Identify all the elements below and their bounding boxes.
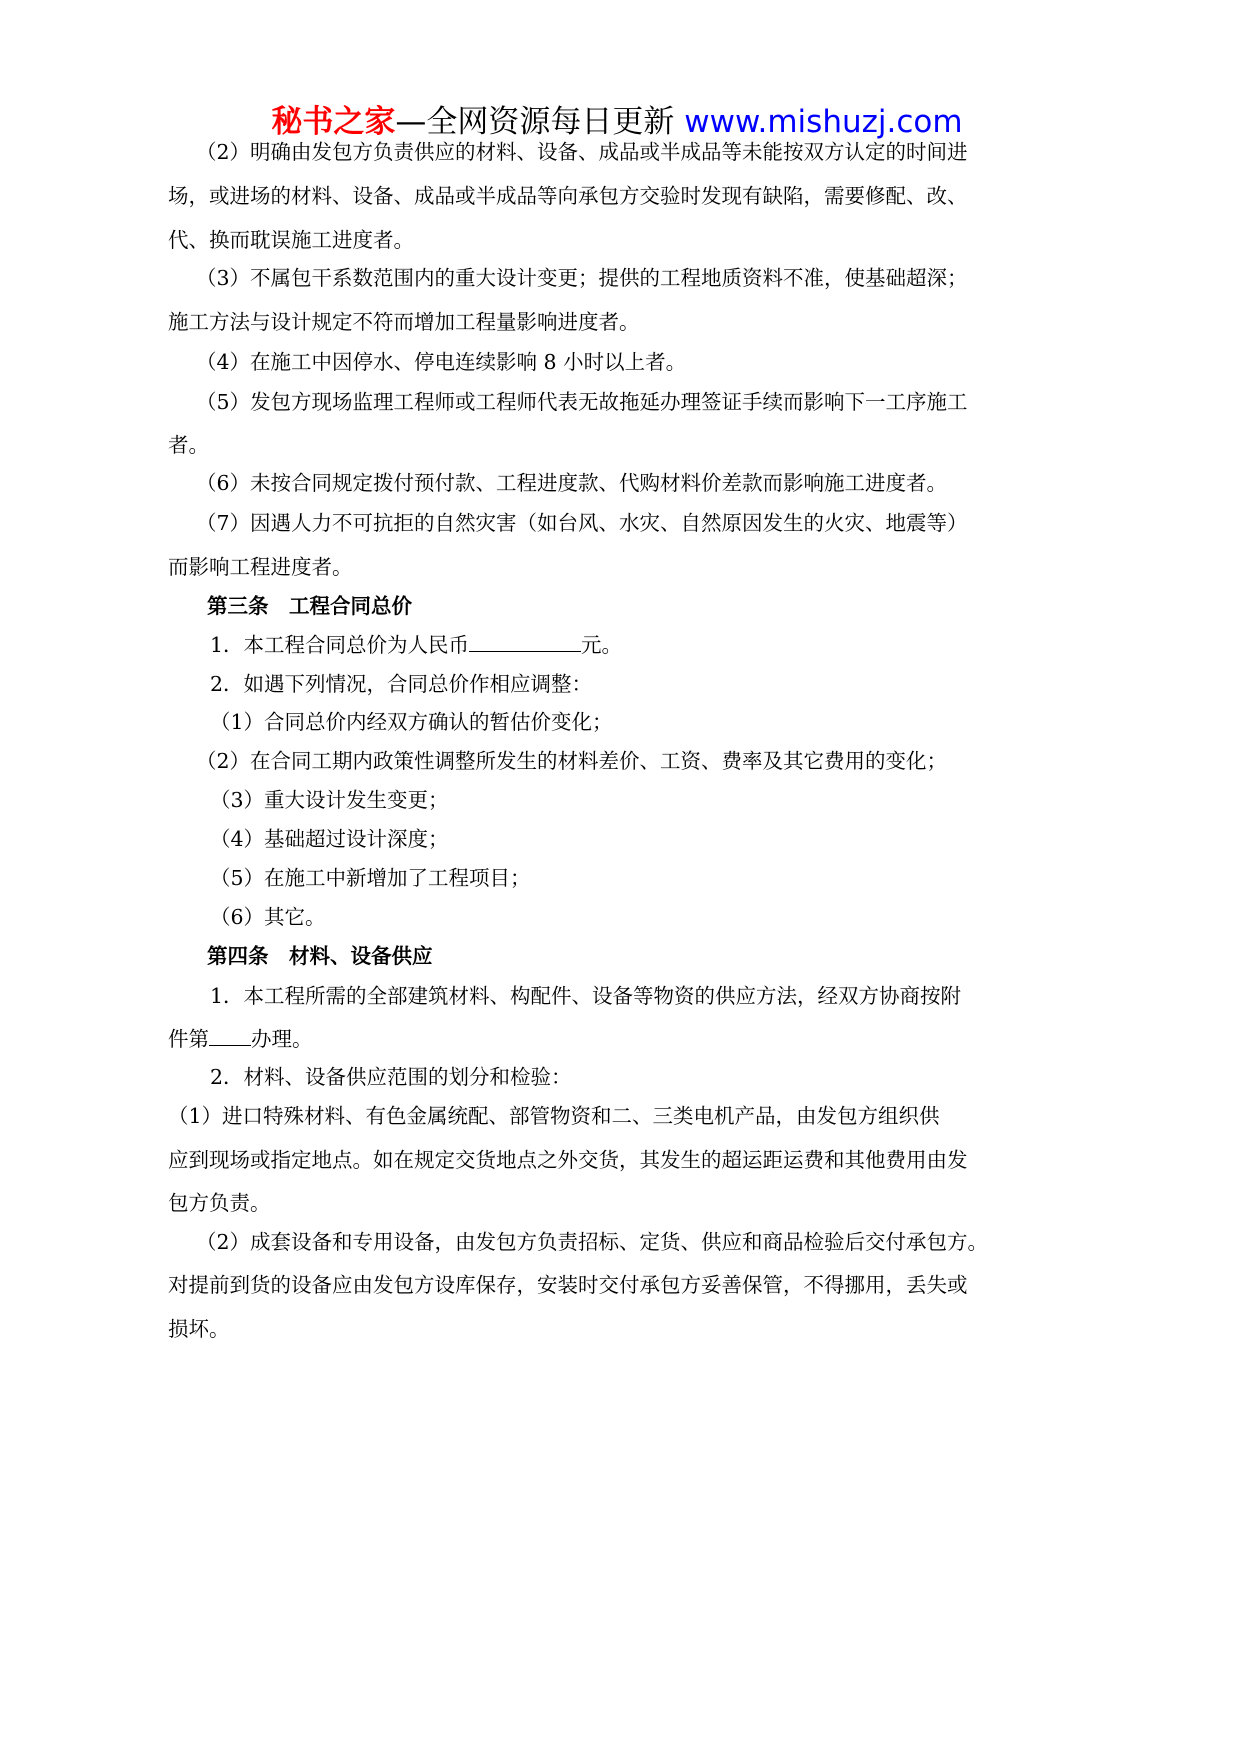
- paragraph-line: （2）成套设备和专用设备，由发包方负责招标、定货、供应和商品检验后交付承包方。: [196, 1230, 989, 1254]
- contract-price-blank[interactable]: [469, 631, 581, 652]
- paragraph-line: 者。: [168, 433, 209, 457]
- paragraph-line: [210, 631, 622, 659]
- contract-price-text: 1．本工程合同总价为人民币: [210, 633, 470, 657]
- paragraph-line: 1．本工程所需的全部建筑材料、构配件、设备等物资的供应方法，经双方协商按附: [210, 984, 962, 1008]
- paragraph-line: （6）其它。: [210, 905, 326, 929]
- paragraph-line: （1）合同总价内经双方确认的暂估价变化；: [210, 710, 613, 734]
- paragraph-line: 施工方法与设计规定不符而增加工程量影响进度者。: [168, 310, 640, 334]
- paragraph-line: （4）在施工中因停水、停电连续影响 8 小时以上者。: [196, 350, 687, 374]
- site-header: [0, 102, 1234, 142]
- paragraph-line: （3）重大设计发生变更；: [210, 788, 449, 812]
- annex-text: 件第: [168, 1027, 209, 1051]
- paragraph-line: （2）明确由发包方负责供应的材料、设备、成品或半成品等未能按双方认定的时间进: [196, 140, 968, 164]
- paragraph-line: 场，或进场的材料、设备、成品或半成品等向承包方交验时发现有缺陷，需要修配、改、: [168, 184, 968, 208]
- paragraph-line: 对提前到货的设备应由发包方设库保存，安装时交付承包方妥善保管，不得挪用，丢失或: [168, 1273, 968, 1297]
- paragraph-line: 包方负责。: [168, 1191, 271, 1215]
- paragraph-line: 2．材料、设备供应范围的划分和检验：: [210, 1065, 572, 1089]
- paragraph-line: （5）发包方现场监理工程师或工程师代表无故拖延办理签证手续而影响下一工序施工: [196, 390, 968, 414]
- paragraph-line: 2．如遇下列情况，合同总价作相应调整：: [210, 672, 593, 696]
- paragraph-line: （4）基础超过设计深度；: [210, 827, 449, 851]
- section-heading-article-4: 第四条 材料、设备供应: [207, 944, 433, 968]
- paragraph-line: 代、换而耽误施工进度者。: [168, 228, 414, 252]
- contract-price-unit: 元。: [581, 633, 623, 657]
- paragraph-line: （6）未按合同规定拨付预付款、工程进度款、代购材料价差款而影响施工进度者。: [196, 471, 948, 495]
- paragraph-line: （5）在施工中新增加了工程项目；: [210, 866, 531, 890]
- annex-text-end: 办理。: [251, 1027, 313, 1051]
- section-heading-article-3: 第三条 工程合同总价: [207, 594, 412, 618]
- header-tagline: —全网资源每日更新: [395, 104, 685, 140]
- paragraph-line: 而影响工程进度者。: [168, 555, 353, 579]
- paragraph-line: 损坏。: [168, 1317, 230, 1341]
- header-url[interactable]: www.mishuzj.com: [684, 104, 963, 140]
- paragraph-line: （7）因遇人力不可抗拒的自然灾害（如台风、水灾、自然原因发生的火灾、地震等）: [196, 511, 968, 535]
- paragraph-line: （3）不属包干系数范围内的重大设计变更；提供的工程地质资料不准，使基础超深；: [196, 266, 968, 290]
- annex-number-blank[interactable]: [209, 1025, 251, 1046]
- paragraph-line: [168, 1025, 313, 1053]
- paragraph-line: 应到现场或指定地点。如在规定交货地点之外交货，其发生的超运距运费和其他费用由发: [168, 1148, 968, 1172]
- paragraph-line: （1）进口特殊材料、有色金属统配、部管物资和二、三类电机产品，由发包方组织供: [168, 1104, 940, 1128]
- header-brand: 秘书之家: [271, 104, 396, 140]
- paragraph-line: （2）在合同工期内政策性调整所发生的材料差价、工资、费率及其它费用的变化；: [196, 749, 948, 773]
